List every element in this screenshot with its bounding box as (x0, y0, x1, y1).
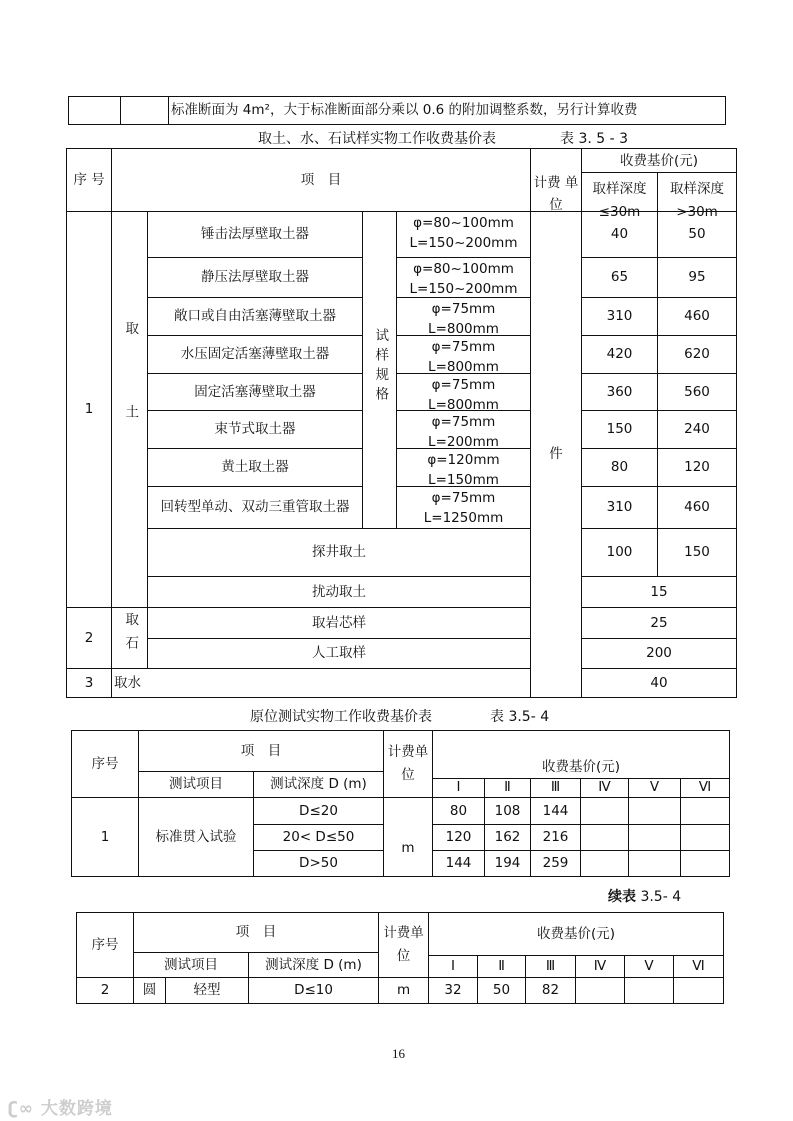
price: 25 (582, 608, 737, 639)
sampling-price-table (66, 148, 737, 698)
row-type: 轻型 (166, 978, 249, 1004)
header-price: 收费基价(元) (433, 731, 730, 779)
price-value (581, 851, 629, 877)
grade-header: Ⅰ (429, 956, 478, 978)
empty-cell (121, 97, 169, 125)
price-value (681, 851, 730, 877)
grade-header: Ⅱ (485, 779, 531, 798)
grade-header: Ⅲ (526, 956, 576, 978)
item-water: 取水 (112, 669, 531, 698)
price: 200 (582, 639, 737, 669)
price-value: 120 (433, 825, 485, 851)
price-value: 216 (531, 825, 581, 851)
header-unit: 计费单位 (379, 913, 429, 978)
grade-header: Ⅴ (629, 779, 681, 798)
price-gt30: 95 (658, 258, 737, 298)
price: 15 (582, 577, 737, 608)
price-gt30: 460 (658, 298, 737, 336)
price-value (681, 825, 730, 851)
empty-cell (69, 97, 121, 125)
price-value (629, 825, 681, 851)
item-disturbed: 扰动取土 (148, 577, 531, 608)
price-gt30: 560 (658, 374, 737, 411)
row-seq: 3 (67, 669, 112, 698)
sample-spec: φ=75mm L=800mm (428, 301, 499, 337)
header-test-item: 测试项目 (134, 953, 249, 978)
test-depth: 20< D≤50 (254, 825, 384, 851)
price-value (681, 798, 730, 825)
sample-spec: φ=75mm L=800mm (428, 377, 499, 413)
note-table-fragment (68, 96, 726, 125)
header-item: 项 目 (134, 913, 379, 953)
price-value (576, 978, 625, 1004)
price-value (625, 978, 674, 1004)
item-core: 取岩芯样 (148, 608, 531, 639)
header-seq: 序号 (72, 731, 139, 798)
in-situ-test-price-table-continued (76, 912, 724, 1004)
test-depth: D>50 (254, 851, 384, 877)
group-category-rock: 取石 (122, 611, 139, 659)
price-value: 80 (433, 798, 485, 825)
price-le30: 100 (582, 529, 658, 577)
row-depth: D≤10 (249, 978, 379, 1004)
sample-spec: φ=80~100mm L=150~200mm (409, 261, 518, 297)
in-situ-test-price-table (71, 730, 730, 877)
price-value: 144 (531, 798, 581, 825)
price-value: 50 (478, 978, 526, 1004)
header-item: 项 目 (112, 149, 531, 212)
unit-cell: m (384, 798, 433, 877)
spec-label: 试样规格 (372, 328, 389, 407)
header-seq: 序号 (77, 913, 134, 978)
price-value: 32 (429, 978, 478, 1004)
grade-header: Ⅰ (433, 779, 485, 798)
header-depth-gt30: 取样深度 >30m (670, 180, 724, 220)
test-depth: D≤20 (254, 798, 384, 825)
price-le30: 310 (582, 487, 658, 529)
group-seq: 1 (67, 212, 112, 608)
row-unit: m (379, 978, 429, 1004)
test-item: 标准贯入试验 (139, 798, 254, 877)
price-le30: 360 (582, 374, 658, 411)
grade-header: Ⅵ (681, 779, 730, 798)
table1-title: 取土、水、石试样实物工作收费基价表 (258, 131, 496, 147)
sampler-name: 束节式取土器 (148, 411, 363, 449)
header-depth: 测试深度 D (m) (249, 953, 379, 978)
watermark-logo: ʗ∞ 大数跨境 (8, 1099, 113, 1119)
price-le30: 420 (582, 336, 658, 374)
price-gt30: 50 (658, 212, 737, 258)
header-test-item: 测试项目 (139, 772, 254, 798)
table2-number: 表 3.5- 4 (490, 709, 550, 725)
price-gt30: 460 (658, 487, 737, 529)
sample-spec: φ=75mm L=200mm (428, 414, 499, 450)
header-item: 项 目 (139, 731, 384, 772)
table3-number: 3.5- 4 (640, 889, 682, 905)
price: 40 (582, 669, 737, 698)
watermark-icon: ʗ∞ (8, 1099, 34, 1119)
header-seq: 序 号 (67, 149, 112, 212)
price-value: 259 (531, 851, 581, 877)
header-price: 收费基价(元) (429, 913, 724, 956)
price-value: 108 (485, 798, 531, 825)
grade-header: Ⅱ (478, 956, 526, 978)
row-category: 圆 (134, 978, 166, 1004)
grade-header: Ⅴ (625, 956, 674, 978)
price-value (581, 825, 629, 851)
price-value (581, 798, 629, 825)
page-number: 16 (392, 1046, 405, 1061)
note-text: 标准断面为 4m²，大于标准断面部分乘以 0.6 的附加调整系数，另行计算收费 (169, 97, 726, 125)
header-depth-le30: 取样深度 ≤30m (592, 180, 647, 220)
sampler-name: 黄土取土器 (148, 449, 363, 487)
price-gt30: 620 (658, 336, 737, 374)
price-gt30: 120 (658, 449, 737, 487)
sample-spec: φ=80~100mm L=150~200mm (409, 215, 518, 251)
sampler-name: 固定活塞薄壁取土器 (148, 374, 363, 411)
item-manual: 人工取样 (148, 639, 531, 669)
table3-title: 续表 (608, 889, 636, 905)
price-value: 194 (485, 851, 531, 877)
header-unit: 计费 单位 (533, 175, 579, 213)
row-seq: 1 (72, 798, 139, 877)
sample-spec: φ=75mm L=800mm (428, 339, 499, 375)
price-value (674, 978, 724, 1004)
price-le30: 310 (582, 298, 658, 336)
group-category-soil: 取土 (122, 321, 139, 489)
price-gt30: 240 (658, 411, 737, 449)
price-le30: 40 (582, 212, 658, 258)
price-le30: 150 (582, 411, 658, 449)
price-value: 82 (526, 978, 576, 1004)
item-well: 探井取土 (148, 529, 531, 577)
sampler-name: 静压法厚壁取土器 (148, 258, 363, 298)
grade-header: Ⅵ (674, 956, 724, 978)
header-price: 收费基价(元) (582, 149, 737, 173)
sampler-name: 敞口或自由活塞薄壁取土器 (148, 298, 363, 336)
sampler-name: 水压固定活塞薄壁取土器 (148, 336, 363, 374)
price-value: 144 (433, 851, 485, 877)
sampler-name: 回转型单动、双动三重管取土器 (148, 487, 363, 529)
grade-header: Ⅳ (576, 956, 625, 978)
group-seq: 2 (67, 608, 112, 669)
unit-cell: 件 (531, 212, 582, 698)
grade-header: Ⅳ (581, 779, 629, 798)
table2-title: 原位测试实物工作收费基价表 (250, 709, 432, 725)
row-seq: 2 (77, 978, 134, 1004)
price-value (629, 851, 681, 877)
sampler-name: 锤击法厚壁取土器 (148, 212, 363, 258)
sample-spec: φ=120mm L=150mm (427, 452, 500, 488)
sample-spec: φ=75mm L=1250mm (423, 490, 504, 526)
price-value: 162 (485, 825, 531, 851)
header-unit: 计费单位 (384, 731, 433, 798)
price-le30: 65 (582, 258, 658, 298)
header-depth: 测试深度 D (m) (254, 772, 384, 798)
price-le30: 80 (582, 449, 658, 487)
table1-number: 表 3. 5 - 3 (560, 131, 629, 147)
grade-header: Ⅲ (531, 779, 581, 798)
price-gt30: 150 (658, 529, 737, 577)
price-value (629, 798, 681, 825)
